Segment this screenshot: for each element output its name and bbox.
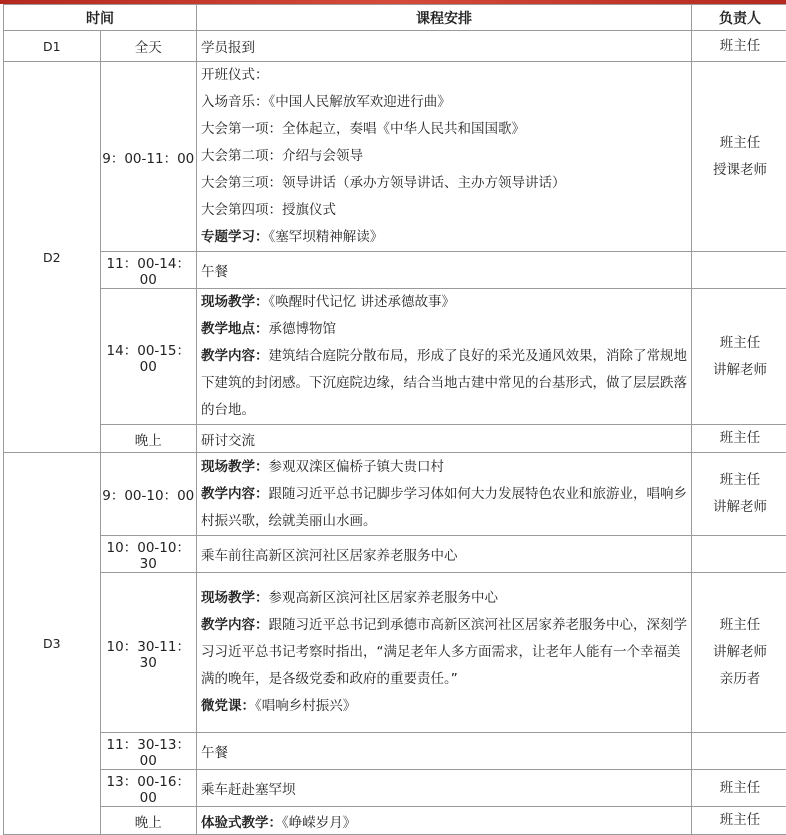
day-cell-d2: D2 bbox=[4, 62, 101, 453]
owner-cell bbox=[692, 536, 786, 573]
owner-name: 授课老师 bbox=[692, 157, 786, 184]
table-row bbox=[4, 536, 786, 573]
owner-name: 班主任 bbox=[692, 612, 786, 639]
time-cell: 9：00-10：00 bbox=[100, 453, 197, 536]
micro-label: 微党课： bbox=[201, 698, 255, 714]
schedule-table bbox=[3, 4, 786, 835]
content-line bbox=[201, 693, 687, 720]
site-label: 现场教学： bbox=[201, 459, 269, 475]
table-row bbox=[4, 807, 786, 835]
content-cell bbox=[197, 573, 692, 733]
topic-value: 《塞罕坝精神解读》 bbox=[269, 229, 384, 245]
micro-value: 《唱响乡村振兴》 bbox=[255, 698, 356, 714]
owner-cell: 班主任 bbox=[692, 425, 786, 453]
header-schedule: 课程安排 bbox=[197, 5, 692, 31]
content-line: 大会第四项：授旗仪式 bbox=[201, 197, 687, 224]
content-cell: 乘车赶赴塞罕坝 bbox=[197, 770, 692, 807]
time-cell: 9：00-11：00 bbox=[100, 62, 197, 252]
content-paragraph bbox=[201, 343, 687, 424]
content-paragraph bbox=[201, 612, 687, 693]
owner-cell: 班主任 bbox=[692, 31, 786, 62]
content-cell bbox=[197, 289, 692, 425]
table-row bbox=[4, 252, 786, 289]
owner-cell bbox=[692, 62, 786, 252]
content-line bbox=[201, 224, 687, 251]
time-cell: 13：00-16：00 bbox=[100, 770, 197, 807]
table-row bbox=[4, 62, 786, 252]
content-value: 建筑结合庭院分散布局，形成了良好的采光及通风效果，消除了常规地下建筑的封闭感。下沉庭院边缘，结合当地古建中常见的台基形式，做了层层跌落的台地。 bbox=[201, 348, 687, 418]
header-time: 时间 bbox=[4, 5, 197, 31]
header-owner: 负责人 bbox=[692, 5, 786, 31]
content-cell: 研讨交流 bbox=[197, 425, 692, 453]
time-cell: 晚上 bbox=[100, 425, 197, 453]
content-line: 开班仪式： bbox=[201, 62, 687, 89]
table-row bbox=[4, 289, 786, 425]
content-line bbox=[201, 454, 687, 481]
owner-cell bbox=[692, 289, 786, 425]
place-value: 承德博物馆 bbox=[269, 321, 337, 337]
site-label: 现场教学： bbox=[201, 590, 269, 606]
table-row bbox=[4, 453, 786, 536]
owner-cell bbox=[692, 252, 786, 289]
owner-name: 讲解老师 bbox=[692, 494, 786, 521]
content-line bbox=[201, 585, 687, 612]
site-value: 参观双滦区偏桥子镇大贵口村 bbox=[269, 459, 445, 475]
content-label: 教学内容： bbox=[201, 348, 269, 364]
time-cell: 11：30-13：00 bbox=[100, 733, 197, 770]
time-cell: 11：00-14：00 bbox=[100, 252, 197, 289]
content-label: 教学内容： bbox=[201, 617, 269, 633]
topic-label: 专题学习： bbox=[201, 229, 269, 245]
time-cell: 全天 bbox=[100, 31, 197, 62]
content-cell bbox=[197, 807, 692, 835]
site-label: 现场教学： bbox=[201, 294, 269, 310]
table-row bbox=[4, 31, 786, 62]
content-cell: 午餐 bbox=[197, 252, 692, 289]
owner-cell: 班主任 bbox=[692, 807, 786, 835]
content-value: 跟随习近平总书记脚步学习体如何大力发展特色农业和旅游业，唱响乡村振兴歌，绘就美丽山水画。 bbox=[201, 486, 687, 529]
content-line: 大会第二项：介绍与会领导 bbox=[201, 143, 687, 170]
content-cell: 乘车前往高新区滨河社区居家养老服务中心 bbox=[197, 536, 692, 573]
table-row bbox=[4, 425, 786, 453]
owner-cell bbox=[692, 733, 786, 770]
experience-value: 《峥嵘岁月》 bbox=[282, 815, 356, 831]
site-value: 《唤醒时代记忆 讲述承德故事》 bbox=[269, 294, 456, 310]
content-cell bbox=[197, 62, 692, 252]
day-cell-d3: D3 bbox=[4, 453, 101, 835]
content-paragraph bbox=[201, 481, 687, 535]
day-cell-d1: D1 bbox=[4, 31, 101, 62]
content-line: 入场音乐：《中国人民解放军欢迎进行曲》 bbox=[201, 89, 687, 116]
table-row bbox=[4, 733, 786, 770]
content-line: 大会第一项：全体起立，奏唱《中华人民共和国国歌》 bbox=[201, 116, 687, 143]
owner-name: 讲解老师 bbox=[692, 639, 786, 666]
content-line bbox=[201, 289, 687, 316]
owner-cell bbox=[692, 573, 786, 733]
owner-name: 班主任 bbox=[692, 130, 786, 157]
owner-name: 班主任 bbox=[692, 330, 786, 357]
content-cell bbox=[197, 453, 692, 536]
place-label: 教学地点： bbox=[201, 321, 269, 337]
content-value: 跟随习近平总书记到承德市高新区滨河社区居家养老服务中心，深刻学习习近平总书记考察时指出，“满足老年人多方面需求，让老年人能有一个幸福美满的晚年，是各级党委和政府的重要责任。” bbox=[201, 617, 687, 687]
content-cell: 学员报到 bbox=[197, 31, 692, 62]
time-cell: 10：00-10：30 bbox=[100, 536, 197, 573]
owner-name: 讲解老师 bbox=[692, 357, 786, 384]
content-line: 大会第三项：领导讲话（承办方领导讲话、主办方领导讲话） bbox=[201, 170, 687, 197]
table-row bbox=[4, 573, 786, 733]
content-line bbox=[201, 316, 687, 343]
time-cell: 晚上 bbox=[100, 807, 197, 835]
owner-name: 亲历者 bbox=[692, 666, 786, 693]
time-cell: 10：30-11：30 bbox=[100, 573, 197, 733]
content-cell: 午餐 bbox=[197, 733, 692, 770]
owner-cell bbox=[692, 453, 786, 536]
experience-label: 体验式教学： bbox=[201, 815, 282, 831]
owner-name: 班主任 bbox=[692, 467, 786, 494]
owner-cell: 班主任 bbox=[692, 770, 786, 807]
time-cell: 14：00-15：00 bbox=[100, 289, 197, 425]
site-value: 参观高新区滨河社区居家养老服务中心 bbox=[269, 590, 499, 606]
content-label: 教学内容： bbox=[201, 486, 269, 502]
table-header-row bbox=[4, 5, 786, 31]
table-row bbox=[4, 770, 786, 807]
